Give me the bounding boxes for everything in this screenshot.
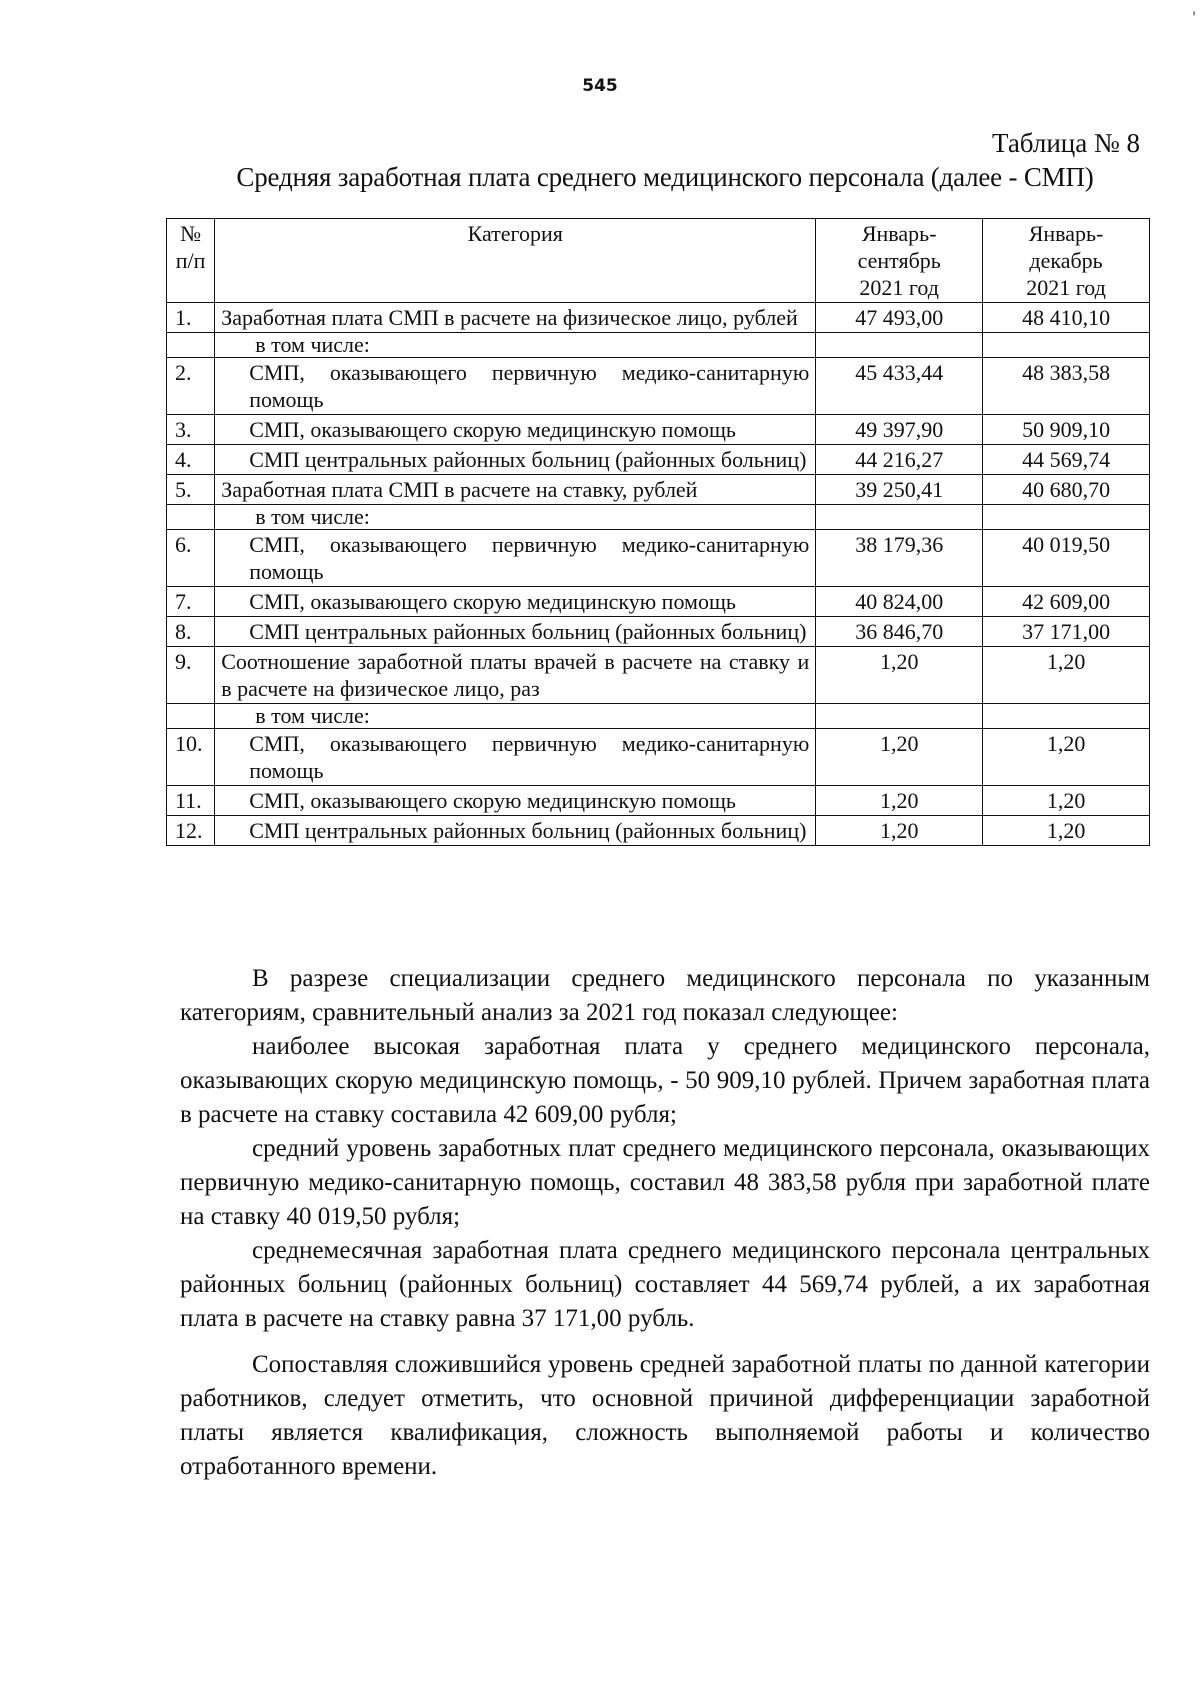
row-value-jan-dec: 1,20 bbox=[983, 816, 1150, 846]
table-row bbox=[167, 647, 1150, 704]
row-value-jan-sep bbox=[816, 704, 983, 729]
table-row bbox=[167, 617, 1150, 647]
row-value-jan-dec: 1,20 bbox=[983, 729, 1150, 786]
table-row bbox=[167, 303, 1150, 333]
table-label: Таблица № 8 bbox=[992, 128, 1140, 158]
row-value-jan-sep bbox=[816, 333, 983, 358]
row-value-jan-sep: 47 493,00 bbox=[816, 303, 983, 333]
row-value-jan-sep: 36 846,70 bbox=[816, 617, 983, 647]
corner-mark: ' bbox=[1192, 10, 1196, 26]
header-num: № п/п bbox=[167, 219, 215, 303]
table-row bbox=[167, 333, 1150, 358]
table-row bbox=[167, 786, 1150, 816]
table-row bbox=[167, 445, 1150, 475]
row-category: СМП центральных районных больниц (районных больниц) bbox=[215, 816, 816, 846]
row-value-jan-dec: 44 569,74 bbox=[983, 445, 1150, 475]
page-number: 545 bbox=[582, 76, 618, 96]
row-category: в том числе: bbox=[215, 333, 816, 358]
row-category: СМП центральных районных больниц (районных больниц) bbox=[215, 445, 816, 475]
row-number: 9. bbox=[167, 647, 215, 704]
row-category: СМП, оказывающего скорую медицинскую помощь bbox=[215, 587, 816, 617]
row-number bbox=[167, 505, 215, 530]
row-category: СМП, оказывающего первичную медико-санитарную помощь bbox=[215, 530, 816, 587]
row-value-jan-sep: 44 216,27 bbox=[816, 445, 983, 475]
row-category: СМП, оказывающего первичную медико-санитарную помощь bbox=[215, 358, 816, 415]
table-row bbox=[167, 475, 1150, 505]
row-number: 4. bbox=[167, 445, 215, 475]
row-category: СМП центральных районных больниц (районных больниц) bbox=[215, 617, 816, 647]
row-value-jan-dec: 48 383,58 bbox=[983, 358, 1150, 415]
row-value-jan-sep: 45 433,44 bbox=[816, 358, 983, 415]
row-number: 5. bbox=[167, 475, 215, 505]
table-row bbox=[167, 505, 1150, 530]
row-number: 7. bbox=[167, 587, 215, 617]
row-value-jan-sep: 1,20 bbox=[816, 816, 983, 846]
row-value-jan-dec: 42 609,00 bbox=[983, 587, 1150, 617]
row-value-jan-dec: 37 171,00 bbox=[983, 617, 1150, 647]
row-number bbox=[167, 704, 215, 729]
paragraph: наиболее высокая заработная плата у среднего медицинского персонала, оказывающих скорую медицинскую помощь, - 50 909,10 рублей. Причем заработная плата в расчете на ставку составила 42 609,00 рубля; bbox=[180, 1033, 1150, 1128]
table-row bbox=[167, 816, 1150, 846]
row-category: Заработная плата СМП в расчете на ставку, рублей bbox=[215, 475, 816, 505]
table-header-row bbox=[167, 219, 1150, 303]
row-number bbox=[167, 333, 215, 358]
table-row bbox=[167, 729, 1150, 786]
row-category: Заработная плата СМП в расчете на физическое лицо, рублей bbox=[215, 303, 816, 333]
header-period-jan-dec: Январь- декабрь 2021 год bbox=[983, 219, 1150, 303]
row-value-jan-dec: 1,20 bbox=[983, 647, 1150, 704]
table-row bbox=[167, 587, 1150, 617]
row-category: Соотношение заработной платы врачей в расчете на ставку и в расчете на физическое лицо, раз bbox=[215, 647, 816, 704]
table-row bbox=[167, 358, 1150, 415]
row-value-jan-dec: 48 410,10 bbox=[983, 303, 1150, 333]
row-number: 12. bbox=[167, 816, 215, 846]
row-value-jan-sep: 1,20 bbox=[816, 647, 983, 704]
header-period-jan-sep: Январь- сентябрь 2021 год bbox=[816, 219, 983, 303]
row-value-jan-sep: 1,20 bbox=[816, 729, 983, 786]
row-category: СМП, оказывающего скорую медицинскую помощь bbox=[215, 786, 816, 816]
row-value-jan-dec: 50 909,10 bbox=[983, 415, 1150, 445]
row-value-jan-dec bbox=[983, 704, 1150, 729]
row-value-jan-dec: 1,20 bbox=[983, 786, 1150, 816]
row-number: 8. bbox=[167, 617, 215, 647]
row-category: СМП, оказывающего первичную медико-санитарную помощь bbox=[215, 729, 816, 786]
row-number: 10. bbox=[167, 729, 215, 786]
row-value-jan-dec: 40 680,70 bbox=[983, 475, 1150, 505]
row-category: в том числе: bbox=[215, 704, 816, 729]
table-caption: Средняя заработная плата среднего медицинского персонала (далее - СМП) bbox=[236, 162, 1094, 192]
row-number: 3. bbox=[167, 415, 215, 445]
table-row bbox=[167, 704, 1150, 729]
row-value-jan-sep: 49 397,90 bbox=[816, 415, 983, 445]
header-category: Категория bbox=[215, 219, 816, 303]
row-number: 2. bbox=[167, 358, 215, 415]
row-category: в том числе: bbox=[215, 505, 816, 530]
paragraph: Сопоставляя сложившийся уровень средней заработной платы по данной категории работников, следует отметить, что основной причиной дифференциации заработной платы является квалификация, сложность выполняемой работы и количество отработанного времени. bbox=[180, 1351, 1150, 1480]
row-value-jan-sep: 39 250,41 bbox=[816, 475, 983, 505]
paragraph: средний уровень заработных плат среднего медицинского персонала, оказывающих первичную медико-санитарную помощь, составил 48 383,58 рубля при заработной плате на ставку 40 019,50 рубля; bbox=[180, 1135, 1150, 1230]
table-row bbox=[167, 415, 1150, 445]
row-category: СМП, оказывающего скорую медицинскую помощь bbox=[215, 415, 816, 445]
row-value-jan-dec: 40 019,50 bbox=[983, 530, 1150, 587]
salary-table bbox=[166, 218, 1150, 846]
row-number: 6. bbox=[167, 530, 215, 587]
analysis-text bbox=[180, 962, 1150, 1484]
table-row bbox=[167, 530, 1150, 587]
row-value-jan-dec bbox=[983, 505, 1150, 530]
row-number: 1. bbox=[167, 303, 215, 333]
paragraph: В разрезе специализации среднего медицинского персонала по указанным категориям, сравнительный анализ за 2021 год показал следующее: bbox=[180, 965, 1150, 1026]
row-value-jan-sep: 40 824,00 bbox=[816, 587, 983, 617]
row-value-jan-sep: 38 179,36 bbox=[816, 530, 983, 587]
row-value-jan-sep bbox=[816, 505, 983, 530]
paragraph: среднемесячная заработная плата среднего медицинского персонала центральных районных больниц (районных больниц) составляет 44 569,74 рублей, а их заработная плата в расчете на ставку равна 37 171,00 рубль. bbox=[180, 1237, 1150, 1332]
row-number: 11. bbox=[167, 786, 215, 816]
row-value-jan-sep: 1,20 bbox=[816, 786, 983, 816]
row-value-jan-dec bbox=[983, 333, 1150, 358]
